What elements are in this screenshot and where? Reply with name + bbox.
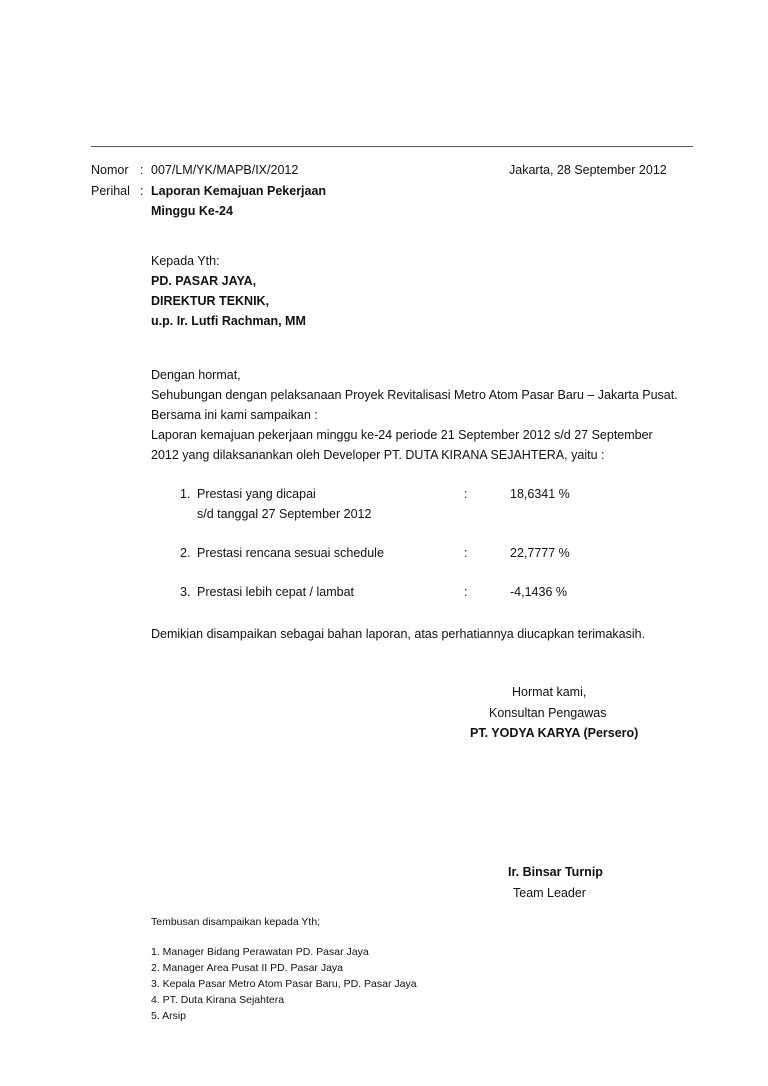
signature-regards: Hormat kami, bbox=[512, 685, 587, 699]
item-colon: : bbox=[464, 546, 468, 560]
signature-company: PT. YODYA KARYA (Persero) bbox=[470, 726, 639, 740]
nomor-colon: : bbox=[140, 163, 144, 177]
cc-heading: Tembusan disampaikan kepada Yth; bbox=[151, 916, 321, 928]
item-value: 18,6341 % bbox=[510, 487, 570, 501]
item-sublabel: s/d tanggal 27 September 2012 bbox=[197, 507, 372, 521]
item-label: Prestasi lebih cepat / lambat bbox=[197, 585, 355, 599]
nomor-value: 007/LM/YK/MAPB/IX/2012 bbox=[151, 163, 299, 177]
recipient-attention: u.p. Ir. Lutfi Rachman, MM bbox=[151, 314, 306, 328]
item-colon: : bbox=[464, 585, 468, 599]
cc-item: 3. Kepala Pasar Metro Atom Pasar Baru, PD. Pasar Jaya bbox=[151, 978, 417, 990]
item-number: 2. bbox=[180, 546, 191, 560]
body-line-1: Sehubungan dengan pelaksanaan Proyek Revitalisasi Metro Atom Pasar Baru – Jakarta Pusat. bbox=[151, 388, 678, 402]
perihal-line-2: Minggu Ke-24 bbox=[151, 204, 233, 218]
item-value: -4,1436 % bbox=[510, 585, 567, 599]
cc-item: 1. Manager Bidang Perawatan PD. Pasar Jaya bbox=[151, 946, 369, 958]
item-number: 3. bbox=[180, 585, 191, 599]
body-line-2: Bersama ini kami sampaikan : bbox=[151, 408, 318, 422]
letter-date: Jakarta, 28 September 2012 bbox=[509, 163, 667, 177]
recipient-position: DIREKTUR TEKNIK, bbox=[151, 294, 270, 308]
signer-name: Ir. Binsar Turnip bbox=[508, 865, 603, 879]
perihal-label: Perihal bbox=[91, 184, 130, 198]
signature-role: Konsultan Pengawas bbox=[489, 706, 607, 720]
body-line-3: Laporan kemajuan pekerjaan minggu ke-24 periode 21 September 2012 s/d 27 September bbox=[151, 428, 653, 442]
item-value: 22,7777 % bbox=[510, 546, 570, 560]
header-divider bbox=[91, 146, 693, 147]
nomor-label: Nomor bbox=[91, 163, 129, 177]
salutation: Dengan hormat, bbox=[151, 368, 241, 382]
signer-title: Team Leader bbox=[513, 886, 586, 900]
item-label: Prestasi rencana sesuai schedule bbox=[197, 546, 384, 560]
item-number: 1. bbox=[180, 487, 191, 501]
item-label: Prestasi yang dicapai bbox=[197, 487, 316, 501]
perihal-colon: : bbox=[140, 184, 144, 198]
cc-item: 5. Arsip bbox=[151, 1010, 187, 1022]
recipient-org: PD. PASAR JAYA, bbox=[151, 274, 257, 288]
cc-item: 4. PT. Duta Kirana Sejahtera bbox=[151, 994, 285, 1006]
recipient-greeting: Kepada Yth: bbox=[151, 254, 220, 268]
item-colon: : bbox=[464, 487, 468, 501]
body-line-4: 2012 yang dilaksanankan oleh Developer PT. DUTA KIRANA SEJAHTERA, yaitu : bbox=[151, 448, 605, 462]
closing-sentence: Demikian disampaikan sebagai bahan laporan, atas perhatiannya diucapkan terimakasih. bbox=[151, 627, 646, 641]
perihal-line-1: Laporan Kemajuan Pekerjaan bbox=[151, 184, 327, 198]
cc-item: 2. Manager Area Pusat II PD. Pasar Jaya bbox=[151, 962, 344, 974]
